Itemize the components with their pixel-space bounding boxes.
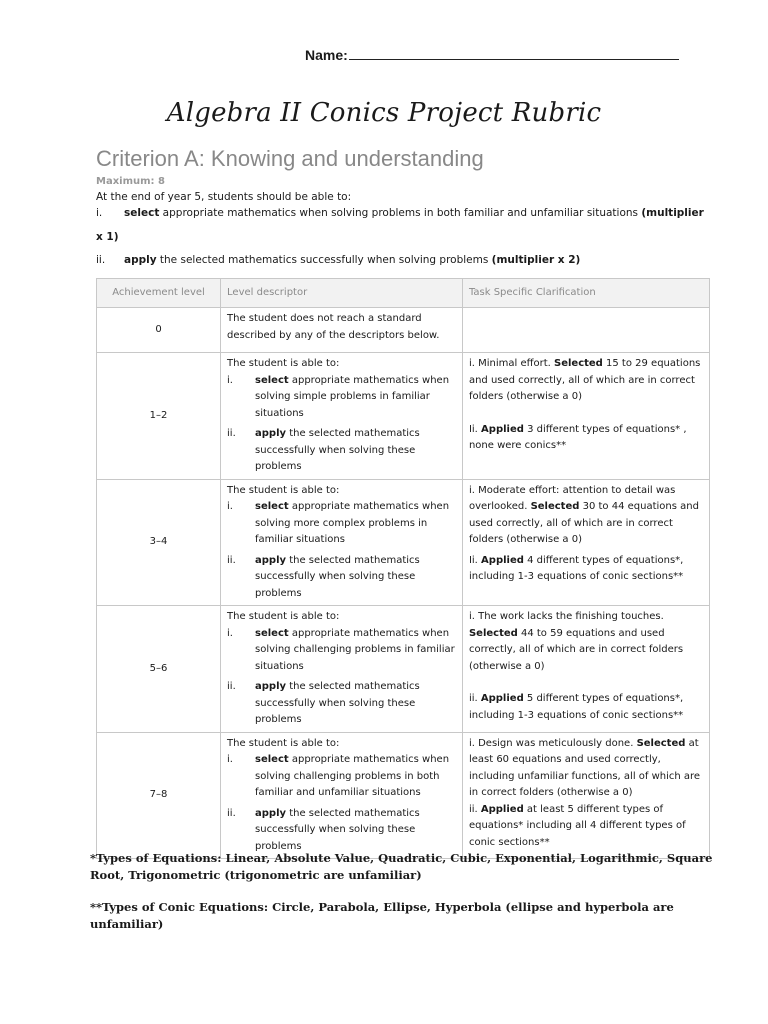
level-descriptor-cell: The student does not reach a standard described by any of the descriptors below.	[221, 308, 463, 353]
descriptor-item-ii	[227, 426, 456, 476]
table-row	[97, 353, 710, 480]
descriptor-item-i	[227, 752, 456, 802]
descriptor-text: appropriate mathematics when solving more complex problems in familiar situations	[255, 501, 450, 545]
rubric-table	[96, 278, 710, 859]
descriptor-item-ii	[227, 806, 456, 856]
descriptor-intro: The student is able to:	[227, 484, 340, 496]
descriptor-intro: The student is able to:	[227, 358, 340, 369]
task-item-ii: Ii. Applied 3 different types of equations* , none were conics**	[468, 423, 687, 451]
descriptor-item-i	[227, 499, 456, 549]
table-header-row	[97, 279, 710, 308]
descriptor-verb: apply	[255, 428, 287, 439]
header-achievement-level: Achievement level	[97, 279, 221, 308]
table-row	[97, 732, 710, 859]
footnote-equation-types: *Types of Equations: Linear, Absolute Value, Quadratic, Cubic, Exponential, Logarithmic, Square Root, Trigonometric (trigonometric are unfamiliar)	[90, 851, 713, 882]
level-descriptor-cell	[221, 479, 463, 606]
level-descriptor-cell	[221, 353, 463, 480]
level-descriptor-cell	[221, 732, 463, 859]
descriptor-text: appropriate mathematics when solving challenging problems in familiar situations	[255, 627, 455, 672]
task-item-i: i. Design was meticulously done. Selected at least 60 equations and used correctly, including unfamiliar functions, all of which are in correct folders (otherwise a 0)	[468, 737, 701, 798]
roman-numeral: ii.	[227, 554, 236, 566]
descriptor-verb: select	[255, 501, 289, 512]
table-row	[97, 606, 710, 733]
task-clarification-cell	[462, 308, 709, 353]
objective-ii-verb: apply	[124, 254, 157, 266]
achievement-level-cell: 1–2	[97, 353, 221, 480]
maximum-score: Maximum: 8	[96, 176, 165, 187]
name-field-label	[305, 45, 679, 63]
task-clarification-cell	[462, 479, 709, 606]
task-item-i: i. The work lacks the finishing touches. Selected 44 to 59 equations and used correctly, all of which are in correct folders (otherwise a 0)	[468, 611, 684, 672]
task-item-ii: ii. Applied 5 different types of equations*, including 1-3 equations of conic sections**	[468, 693, 684, 721]
task-item-i: i. Minimal effort. Selected 15 to 29 equations and used correctly, all of which are in correct folders (otherwise a 0)	[468, 358, 701, 402]
descriptor-item-ii	[227, 679, 456, 729]
descriptor-verb: apply	[255, 807, 287, 819]
achievement-level-cell: 5–6	[97, 606, 221, 733]
achievement-level-cell: 0	[97, 308, 221, 353]
objective-i-text: appropriate mathematics when solving problems in both familiar and unfamiliar situations	[159, 207, 642, 219]
roman-numeral: i.	[227, 501, 233, 512]
descriptor-verb: apply	[255, 681, 287, 692]
descriptor-text: appropriate mathematics when solving challenging problems in both familiar and unfamiliar situations	[255, 754, 450, 798]
objective-i	[96, 207, 711, 219]
roman-numeral: i.	[227, 754, 233, 765]
page-title: Algebra II Conics Project Rubric	[166, 98, 602, 128]
objective-i-number: i.	[96, 207, 103, 219]
header-task-clarification: Task Specific Clarification	[462, 279, 709, 308]
descriptor-verb: select	[255, 627, 289, 639]
roman-numeral: i.	[227, 374, 233, 386]
task-clarification-cell	[462, 732, 709, 859]
achievement-level-cell: 7–8	[97, 732, 221, 859]
objective-ii	[96, 254, 711, 266]
name-label: Name:	[305, 47, 348, 63]
table-row	[97, 479, 710, 606]
descriptor-text: appropriate mathematics when solving simple problems in familiar situations	[255, 374, 450, 419]
table-row	[97, 308, 710, 353]
descriptor-verb: select	[255, 374, 289, 386]
objective-i-continued	[96, 231, 711, 243]
objective-ii-multiplier: (multiplier x 2)	[491, 254, 581, 266]
header-level-descriptor: Level descriptor	[221, 279, 463, 308]
task-item-ii: Ii. Applied 4 different types of equations*, including 1-3 equations of conic sections**	[468, 554, 684, 582]
roman-numeral: ii.	[227, 428, 236, 439]
descriptor-item-ii	[227, 553, 456, 603]
objective-ii-text: the selected mathematics successfully when solving problems	[156, 254, 492, 266]
criterion-heading: Criterion A: Knowing and understanding	[96, 146, 484, 171]
intro-text: At the end of year 5, students should be able to:	[96, 191, 352, 203]
task-item-i: i. Moderate effort: attention to detail was overlooked. Selected 30 to 44 equations and used correctly, all of which are in correct folders (otherwise a 0)	[468, 484, 699, 545]
descriptor-text: the selected mathematics successfully when solving these problems	[255, 554, 420, 599]
roman-numeral: ii.	[227, 681, 236, 692]
objective-i-multiplier: (multiplier	[641, 207, 704, 219]
descriptor-intro: The student is able to:	[227, 611, 340, 622]
objective-ii-number: ii.	[96, 254, 106, 266]
descriptor-verb: select	[255, 754, 289, 765]
roman-numeral: i.	[227, 627, 233, 639]
objective-i-multiplier-cont: x 1)	[96, 231, 119, 243]
name-blank-line	[349, 45, 679, 60]
descriptor-verb: apply	[255, 554, 287, 566]
descriptor-text: the selected mathematics successfully when solving these problems	[255, 681, 420, 725]
achievement-level-cell: 3–4	[97, 479, 221, 606]
task-item-ii: ii. Applied at least 5 different types of equations* including all 4 different types of conic sections**	[468, 803, 686, 848]
descriptor-intro: The student is able to:	[227, 737, 340, 749]
descriptor-item-i	[227, 373, 456, 423]
objective-i-verb: select	[124, 207, 160, 219]
task-clarification-cell	[462, 353, 709, 480]
descriptor-text: the selected mathematics successfully when solving these problems	[255, 428, 420, 472]
roman-numeral: ii.	[227, 807, 236, 819]
footnote-conic-types: **Types of Conic Equations: Circle, Parabola, Ellipse, Hyperbola (ellipse and hyperbola are unfamiliar)	[90, 900, 674, 931]
descriptor-item-i	[227, 626, 456, 676]
descriptor-text: the selected mathematics successfully when solving these problems	[255, 807, 420, 852]
task-clarification-cell	[462, 606, 709, 733]
level-descriptor-cell	[221, 606, 463, 733]
